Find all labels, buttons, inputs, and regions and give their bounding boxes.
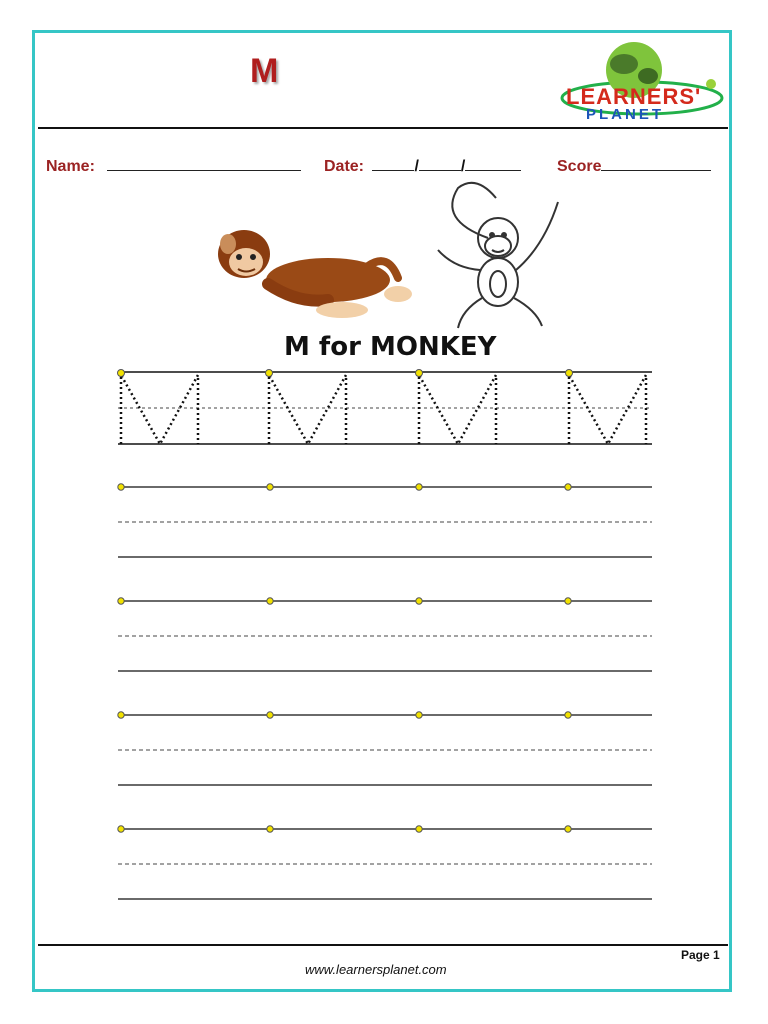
practice-row[interactable]	[118, 598, 652, 671]
practice-row[interactable]	[118, 712, 652, 785]
start-dot	[416, 484, 422, 490]
name-label: Name:	[46, 158, 95, 175]
worksheet-subtitle: M for MONKEY	[284, 332, 497, 362]
start-dot	[565, 826, 571, 832]
date-separator-1: /	[414, 158, 419, 175]
start-dot	[416, 826, 422, 832]
start-dot	[267, 598, 273, 604]
start-dot	[565, 598, 571, 604]
date-label: Date:	[324, 158, 365, 175]
practice-row[interactable]	[118, 826, 652, 899]
logo-text-learners: LEARNERS'	[566, 84, 702, 109]
website-url: www.learnersplanet.com	[305, 962, 447, 977]
start-dot	[118, 598, 124, 604]
page-number: Page 1	[681, 948, 720, 962]
start-dot	[118, 712, 124, 718]
logo-text-planet: PLANET	[586, 106, 664, 123]
start-dot	[565, 484, 571, 490]
start-dot	[267, 712, 273, 718]
letter-title: M	[250, 52, 279, 90]
start-dot	[118, 484, 124, 490]
date-separator-2: /	[460, 158, 466, 175]
start-dot	[416, 712, 422, 718]
footer-rule	[38, 944, 728, 946]
start-dot	[416, 598, 422, 604]
practice-row[interactable]	[118, 484, 652, 557]
start-dot	[118, 826, 124, 832]
start-dot	[267, 484, 273, 490]
start-dot	[565, 712, 571, 718]
score-label: Score	[557, 158, 602, 175]
start-dot	[267, 826, 273, 832]
